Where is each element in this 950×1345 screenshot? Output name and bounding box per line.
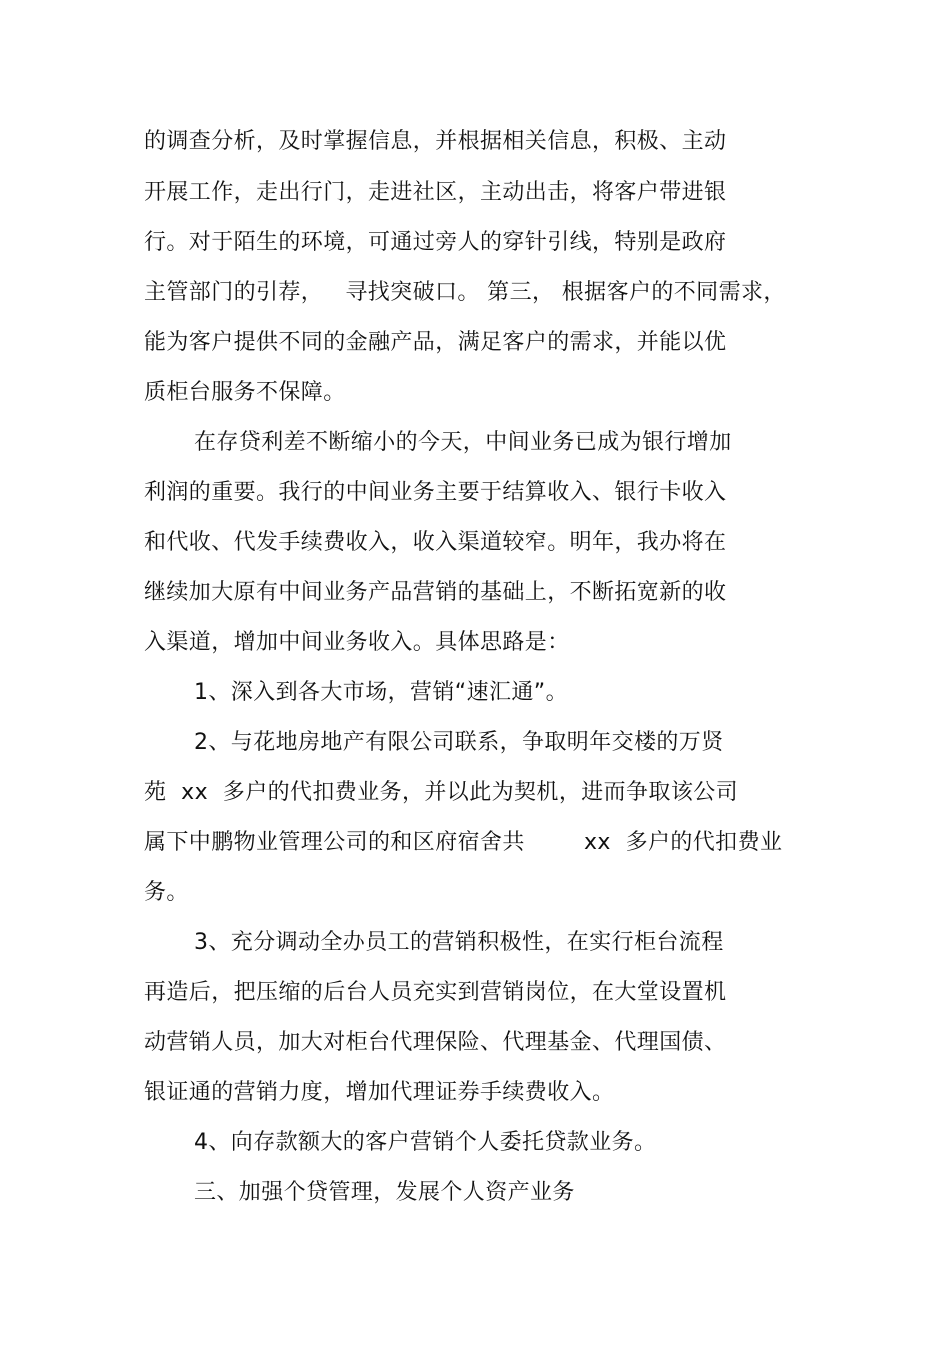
- paragraph-line: 银证通的营销力度，增加代理证券手续费收入。: [144, 1080, 615, 1105]
- paragraph-line: 能为客户提供不同的金融产品，满足客户的需求，并能以优: [144, 330, 727, 355]
- paragraph-line: 属下中鹏物业管理公司的和区府宿舍共 xx 多户的代扣费业: [144, 830, 783, 855]
- paragraph-line: 利润的重要。我行的中间业务主要于结算收入、银行卡收入: [144, 480, 727, 505]
- paragraph-line: 苑 xx 多户的代扣费业务，并以此为契机，进而争取该公司: [144, 780, 739, 805]
- section-heading: 三、加强个贷管理，发展个人资产业务: [194, 1180, 575, 1205]
- list-item: 4、向存款额大的客户营销个人委托贷款业务。: [194, 1130, 657, 1155]
- paragraph-line: 行。对于陌生的环境，可通过旁人的穿针引线，特别是政府: [144, 230, 727, 255]
- list-item: 3、充分调动全办员工的营销积极性，在实行柜台流程: [194, 930, 724, 955]
- paragraph-line: 和代收、代发手续费收入，收入渠道较窄。明年，我办将在: [144, 530, 727, 555]
- list-item: 2、与花地房地产有限公司联系，争取明年交楼的万贤: [194, 730, 724, 755]
- paragraph-line: 再造后，把压缩的后台人员充实到营销岗位，在大堂设置机: [144, 980, 727, 1005]
- paragraph-line: 质柜台服务不保障。: [144, 380, 346, 405]
- paragraph-line: 在存贷利差不断缩小的今天，中间业务已成为银行增加: [194, 430, 732, 455]
- paragraph-line: 动营销人员，加大对柜台代理保险、代理基金、代理国债、: [144, 1030, 727, 1055]
- paragraph-line: 务。: [144, 880, 189, 905]
- paragraph-line: 的调查分析，及时掌握信息，并根据相关信息，积极、主动: [144, 129, 727, 154]
- paragraph-line: 开展工作，走出行门，走进社区，主动出击，将客户带进银: [144, 180, 727, 205]
- paragraph-line: 主管部门的引荐， 寻找突破口。 第三， 根据客户的不同需求，: [144, 280, 786, 305]
- paragraph-line: 入渠道，增加中间业务收入。具体思路是：: [144, 630, 570, 655]
- list-item: 1、深入到各大市场，营销“速汇通”。: [194, 680, 568, 705]
- paragraph-line: 继续加大原有中间业务产品营销的基础上，不断拓宽新的收: [144, 580, 727, 605]
